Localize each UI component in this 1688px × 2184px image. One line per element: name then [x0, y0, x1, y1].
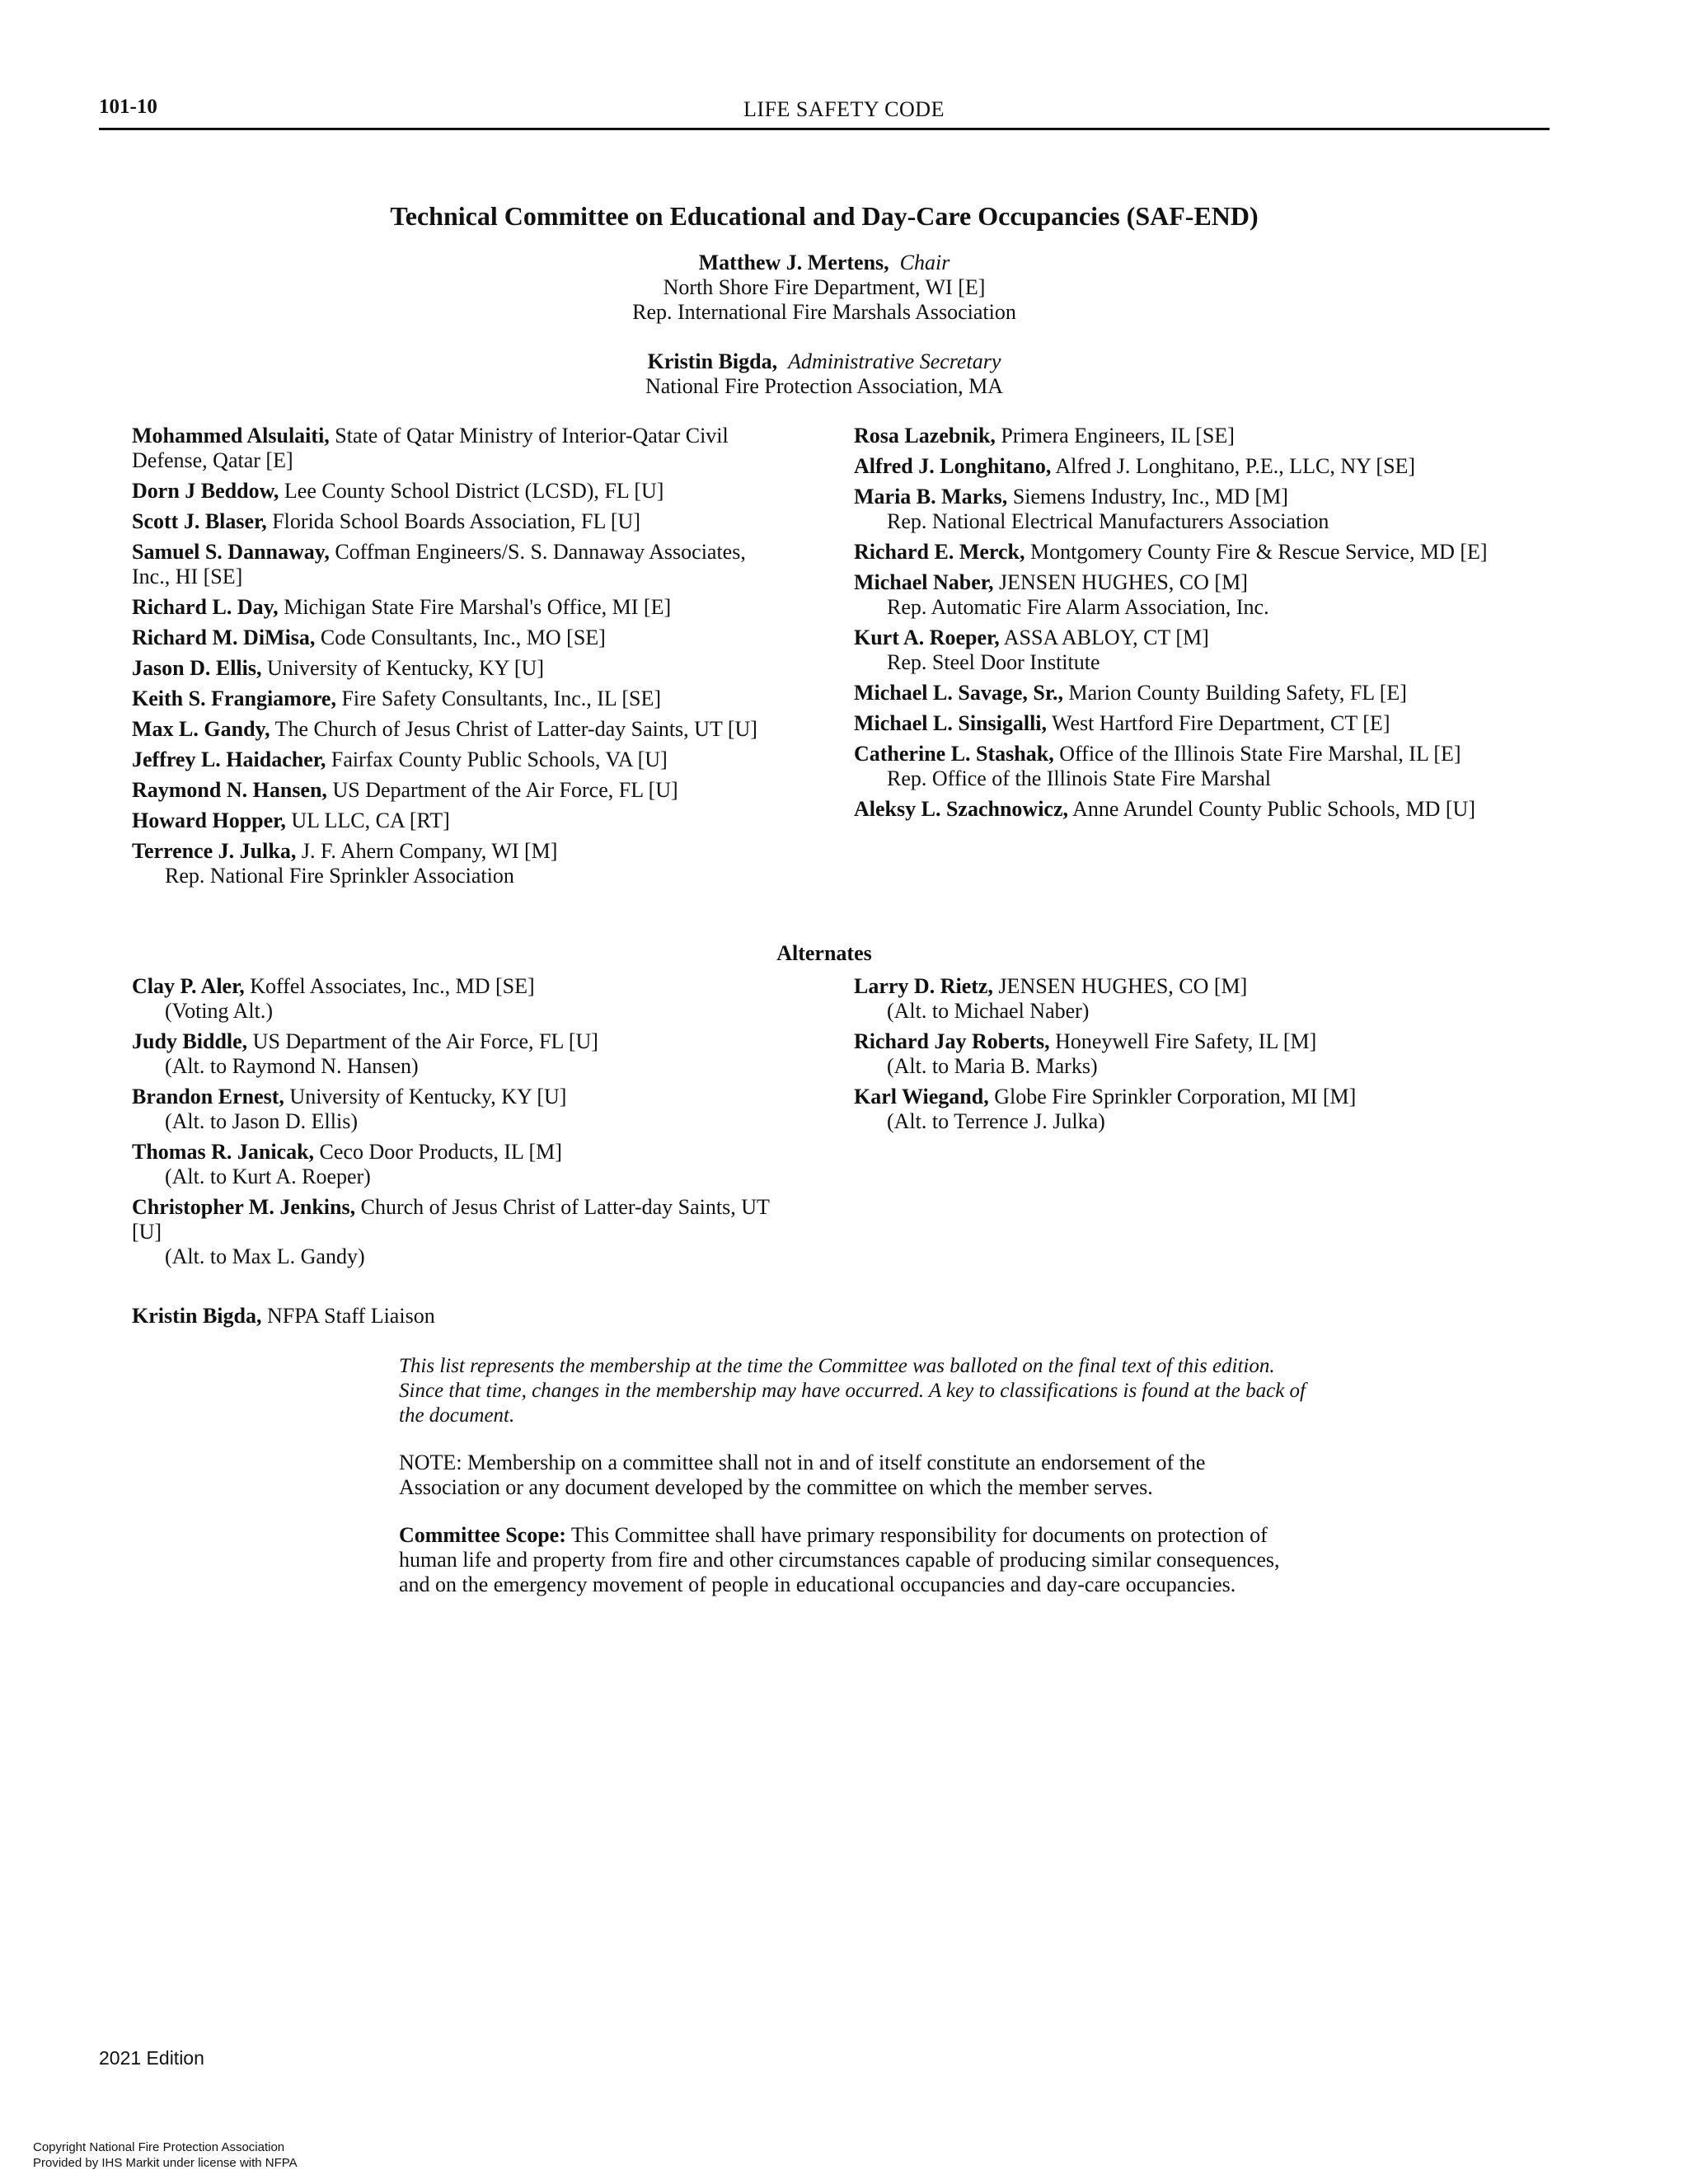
- endorsement-note-text: NOTE: Membership on a committee shall not in and of itself constitute an endorsement of the Association or any document developed by the committee on which the member serves.: [399, 1451, 1206, 1499]
- alternate-entry: [132, 974, 775, 1024]
- member-affiliation: J. F. Ahern Company, WI [M]: [296, 839, 558, 863]
- alternate-entry: [132, 1140, 775, 1189]
- member-entry: [854, 485, 1497, 534]
- member-entry: [132, 717, 775, 742]
- chair-role: Chair: [899, 251, 950, 274]
- member-name: Larry D. Rietz,: [854, 974, 993, 998]
- member-representation: Rep. Automatic Fire Alarm Association, Inc.: [887, 595, 1269, 619]
- member-name: Thomas R. Janicak,: [132, 1140, 315, 1164]
- member-entry: [854, 742, 1497, 791]
- member-name: Terrence J. Julka,: [132, 839, 297, 863]
- page-number: 101-10: [99, 96, 157, 118]
- member-entry: [132, 595, 775, 620]
- member-name: Rosa Lazebnik,: [854, 424, 996, 448]
- member-affiliation: The Church of Jesus Christ of Latter-day Saints, UT [U]: [270, 717, 757, 741]
- member-name: Maria B. Marks,: [854, 485, 1008, 509]
- member-affiliation: Florida School Boards Association, FL [U]: [266, 509, 640, 533]
- copyright-line-1: Copyright National Fire Protection Association: [33, 2140, 285, 2154]
- member-entry: [132, 540, 775, 589]
- member-name: Catherine L. Stashak,: [854, 742, 1054, 766]
- member-name: Christopher M. Jenkins,: [132, 1195, 356, 1219]
- member-affiliation: Marion County Building Safety, FL [E]: [1062, 681, 1407, 705]
- member-name: Richard M. DiMisa,: [132, 626, 316, 649]
- member-affiliation: UL LLC, CA [RT]: [285, 808, 450, 832]
- member-name: Michael L. Savage, Sr.,: [854, 681, 1063, 705]
- member-representation: (Alt. to Jason D. Ellis): [165, 1109, 358, 1133]
- member-name: Aleksy L. Szachnowicz,: [854, 797, 1068, 821]
- member-affiliation: Montgomery County Fire & Rescue Service, MD [E]: [1025, 540, 1488, 564]
- staff-liaison: [132, 1304, 435, 1329]
- member-entry: [854, 570, 1497, 620]
- member-name: Dorn J Beddow,: [132, 479, 279, 503]
- member-name: Alfred J. Longhitano,: [854, 454, 1052, 478]
- member-representation: Rep. Steel Door Institute: [887, 650, 1100, 674]
- member-representation: (Alt. to Terrence J. Julka): [887, 1109, 1105, 1133]
- member-entry: [854, 540, 1497, 565]
- alternates-left-column: [132, 974, 775, 1275]
- member-representation: Rep. National Electrical Manufacturers Association: [887, 509, 1329, 533]
- liaison-name: Kristin Bigda,: [132, 1304, 262, 1328]
- chair-rep: Rep. International Fire Marshals Association: [632, 300, 1016, 324]
- member-affiliation: JENSEN HUGHES, CO [M]: [992, 974, 1248, 998]
- scope-label: Committee Scope:: [399, 1523, 566, 1547]
- member-affiliation: Alfred J. Longhitano, P.E., LLC, NY [SE]: [1051, 454, 1416, 478]
- member-name: Samuel S. Dannaway,: [132, 540, 330, 564]
- member-affiliation: Office of the Illinois State Fire Marshal, IL [E]: [1053, 742, 1461, 766]
- members-right-column: [854, 424, 1497, 827]
- member-affiliation: Siemens Industry, Inc., MD [M]: [1007, 485, 1288, 509]
- alternate-entry: [854, 974, 1497, 1024]
- member-entry: [854, 797, 1497, 822]
- member-affiliation: US Department of the Air Force, FL [U]: [326, 778, 678, 802]
- member-name: Howard Hopper,: [132, 808, 286, 832]
- member-representation: (Alt. to Maria B. Marks): [887, 1054, 1098, 1078]
- member-affiliation: Anne Arundel County Public Schools, MD [U]: [1068, 797, 1475, 821]
- committee-title: Technical Committee on Educational and Day-Care Occupancies (SAF-END): [390, 201, 1259, 231]
- alternate-entry: [132, 1085, 775, 1134]
- secretary-affiliation: National Fire Protection Association, MA: [645, 374, 1003, 398]
- secretary-name: Kristin Bigda,: [647, 349, 778, 373]
- member-name: Mohammed Alsulaiti,: [132, 424, 330, 448]
- edition-label: 2021 Edition: [99, 2047, 204, 2069]
- member-name: Michael L. Sinsigalli,: [854, 711, 1048, 735]
- member-affiliation: State of Qatar Ministry of Interior-Qatar Civil Defense, Qatar [E]: [132, 424, 729, 472]
- member-affiliation: Lee County School District (LCSD), FL [U]: [279, 479, 664, 503]
- header-rule: [99, 128, 1550, 130]
- member-affiliation: Coffman Engineers/S. S. Dannaway Associates, Inc., HI [SE]: [132, 540, 746, 588]
- member-name: Kurt A. Roeper,: [854, 626, 1000, 649]
- member-affiliation: Fairfax County Public Schools, VA [U]: [326, 748, 668, 771]
- alternate-entry: [854, 1029, 1497, 1079]
- member-name: Scott J. Blaser,: [132, 509, 267, 533]
- alternates-heading: Alternates: [776, 941, 872, 965]
- member-affiliation: Church of Jesus Christ of Latter-day Saints, UT [U]: [132, 1195, 770, 1244]
- member-entry: [132, 626, 775, 650]
- membership-note-text: This list represents the membership at the time the Committee was balloted on the final text of this edition. Since that time, changes in the membership may have occurred. A key to classifications is found at the back of the document.: [399, 1355, 1306, 1427]
- member-representation: Rep. National Fire Sprinkler Association: [165, 864, 514, 888]
- alternates-right-column: [854, 974, 1497, 1140]
- member-affiliation: Koffel Associates, Inc., MD [SE]: [244, 974, 535, 998]
- member-name: Clay P. Aler,: [132, 974, 245, 998]
- member-name: Michael Naber,: [854, 570, 994, 594]
- copyright-notice: [33, 2139, 298, 2171]
- member-entry: [854, 454, 1497, 479]
- members-left-column: [132, 424, 775, 894]
- member-affiliation: ASSA ABLOY, CT [M]: [999, 626, 1209, 649]
- copyright-line-2: Provided by IHS Markit under license with NFPA: [33, 2156, 298, 2170]
- member-entry: [132, 778, 775, 803]
- endorsement-note: [399, 1451, 1306, 1500]
- member-affiliation: Primera Engineers, IL [SE]: [995, 424, 1235, 448]
- liaison-role: NFPA Staff Liaison: [261, 1304, 435, 1328]
- member-affiliation: Globe Fire Sprinkler Corporation, MI [M]: [988, 1085, 1357, 1108]
- secretary-block: [0, 349, 1648, 399]
- member-affiliation: US Department of the Air Force, FL [U]: [247, 1029, 598, 1053]
- member-affiliation: Honeywell Fire Safety, IL [M]: [1049, 1029, 1317, 1053]
- member-entry: [854, 681, 1497, 705]
- member-name: Richard Jay Roberts,: [854, 1029, 1050, 1053]
- scope-text: This Committee shall have primary responsibility for documents on protection of human life and property from fire and other circumstances capable of producing similar consequences, and on the emergency movement of people in educational occupancies and day-care occupancies.: [399, 1523, 1280, 1596]
- member-affiliation: Ceco Door Products, IL [M]: [314, 1140, 562, 1164]
- member-affiliation: Michigan State Fire Marshal's Office, MI [E]: [278, 595, 672, 619]
- member-name: Judy Biddle,: [132, 1029, 248, 1053]
- member-name: Keith S. Frangiamore,: [132, 687, 336, 710]
- member-affiliation: JENSEN HUGHES, CO [M]: [993, 570, 1248, 594]
- member-entry: [132, 808, 775, 833]
- member-entry: [132, 839, 775, 888]
- member-entry: [132, 509, 775, 534]
- member-representation: (Alt. to Michael Naber): [887, 999, 1090, 1023]
- member-entry: [132, 479, 775, 504]
- member-name: Karl Wiegand,: [854, 1085, 989, 1108]
- member-name: Richard L. Day,: [132, 595, 279, 619]
- member-representation: (Voting Alt.): [165, 999, 273, 1023]
- member-representation: (Alt. to Max L. Gandy): [165, 1244, 365, 1268]
- chair-affiliation: North Shore Fire Department, WI [E]: [663, 275, 986, 299]
- member-representation: (Alt. to Kurt A. Roeper): [165, 1165, 371, 1188]
- alternate-entry: [132, 1029, 775, 1079]
- member-name: Richard E. Merck,: [854, 540, 1025, 564]
- member-representation: Rep. Office of the Illinois State Fire Marshal: [887, 766, 1271, 790]
- member-name: Jason D. Ellis,: [132, 656, 262, 680]
- member-entry: [132, 687, 775, 711]
- secretary-role: Administrative Secretary: [788, 349, 1001, 373]
- member-entry: [854, 711, 1497, 736]
- chair-name: Matthew J. Mertens,: [698, 251, 889, 274]
- alternate-entry: [854, 1085, 1497, 1134]
- member-affiliation: Fire Safety Consultants, Inc., IL [SE]: [335, 687, 661, 710]
- member-name: Max L. Gandy,: [132, 717, 270, 741]
- member-entry: [132, 748, 775, 772]
- member-entry: [854, 424, 1497, 448]
- member-affiliation: West Hartford Fire Department, CT [E]: [1047, 711, 1390, 735]
- committee-scope: [399, 1523, 1306, 1597]
- member-entry: [132, 424, 775, 473]
- member-entry: [132, 656, 775, 681]
- chair-block: [0, 251, 1648, 325]
- member-name: Brandon Ernest,: [132, 1085, 284, 1108]
- member-affiliation: University of Kentucky, KY [U]: [261, 656, 544, 680]
- member-affiliation: Code Consultants, Inc., MO [SE]: [315, 626, 606, 649]
- member-entry: [854, 626, 1497, 675]
- member-representation: (Alt. to Raymond N. Hansen): [165, 1054, 419, 1078]
- member-affiliation: University of Kentucky, KY [U]: [284, 1085, 567, 1108]
- alternate-entry: [132, 1195, 775, 1269]
- member-name: Raymond N. Hansen,: [132, 778, 327, 802]
- member-name: Jeffrey L. Haidacher,: [132, 748, 326, 771]
- running-title: LIFE SAFETY CODE: [743, 97, 945, 121]
- membership-note: [399, 1354, 1306, 1428]
